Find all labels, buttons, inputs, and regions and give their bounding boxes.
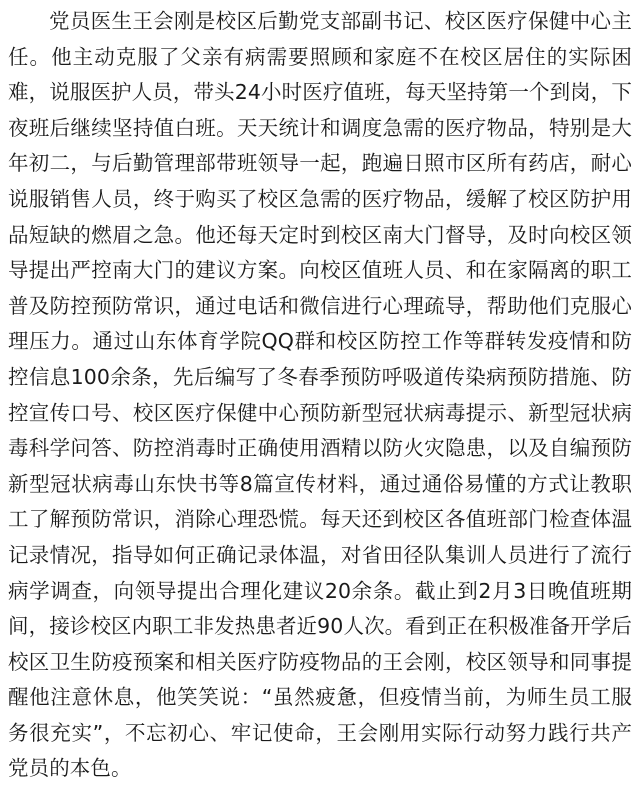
article-paragraph: 党员医生王会刚是校区后勤党支部副书记、校区医疗保健中心主任。他主动克服了父亲有病需要照顾和家庭不在校区居住的实际困难，说服医护人员，带头24小时医疗值班，每天坚持第一个到岗，下夜班后继续坚持值白班。天天统计和调度急需的医疗物品，特别是大年初二，与后勤管理部带班领导一起，跑遍日照市区所有药店，耐心说服销售人员，终于购买了校区急需的医疗物品，缓解了校区防护用品短缺的燃眉之急。他还每天定时到校区南大门督导，及时向校区领导提出严控南大门的建议方案。向校区值班人员、和在家隔离的职工普及防控预防常识，通过电话和微信进行心理疏导，帮助他们克服心理压力。通过山东体育学院QQ群和校区防控工作等群转发疫情和防控信息100余条，先后编写了冬春季预防呼吸道传染病预防措施、防控宣传口号、校区医疗保健中心预防新型冠状病毒提示、新型冠状病毒科学问答、防控消毒时正确使用酒精以防火灾隐患，以及自编预防新型冠状病毒山东快书等8篇宣传材料，通过通俗易懂的方式让教职工了解预防常识，消除心理恐慌。每天还到校区各值班部门检查体温记录情况，指导如何正确记录体温，对省田径队集训人员进行了流行病学调查，向领导提出合理化建议20余条。截止到2月3日晚值班期间，接诊校区内职工非发热患者近90人次。看到正在积极准备开学后校区卫生防疫预案和相关医疗防疫物品的王会刚，校区领导和同事提醒他注意休息，他笑笑说：“虽然疲惫，但疫情当前，为师生员工服务很充实”，不忘初心、牢记使命，王会刚用实际行动努力践行共产党员的本色。 — [8, 9, 632, 781]
